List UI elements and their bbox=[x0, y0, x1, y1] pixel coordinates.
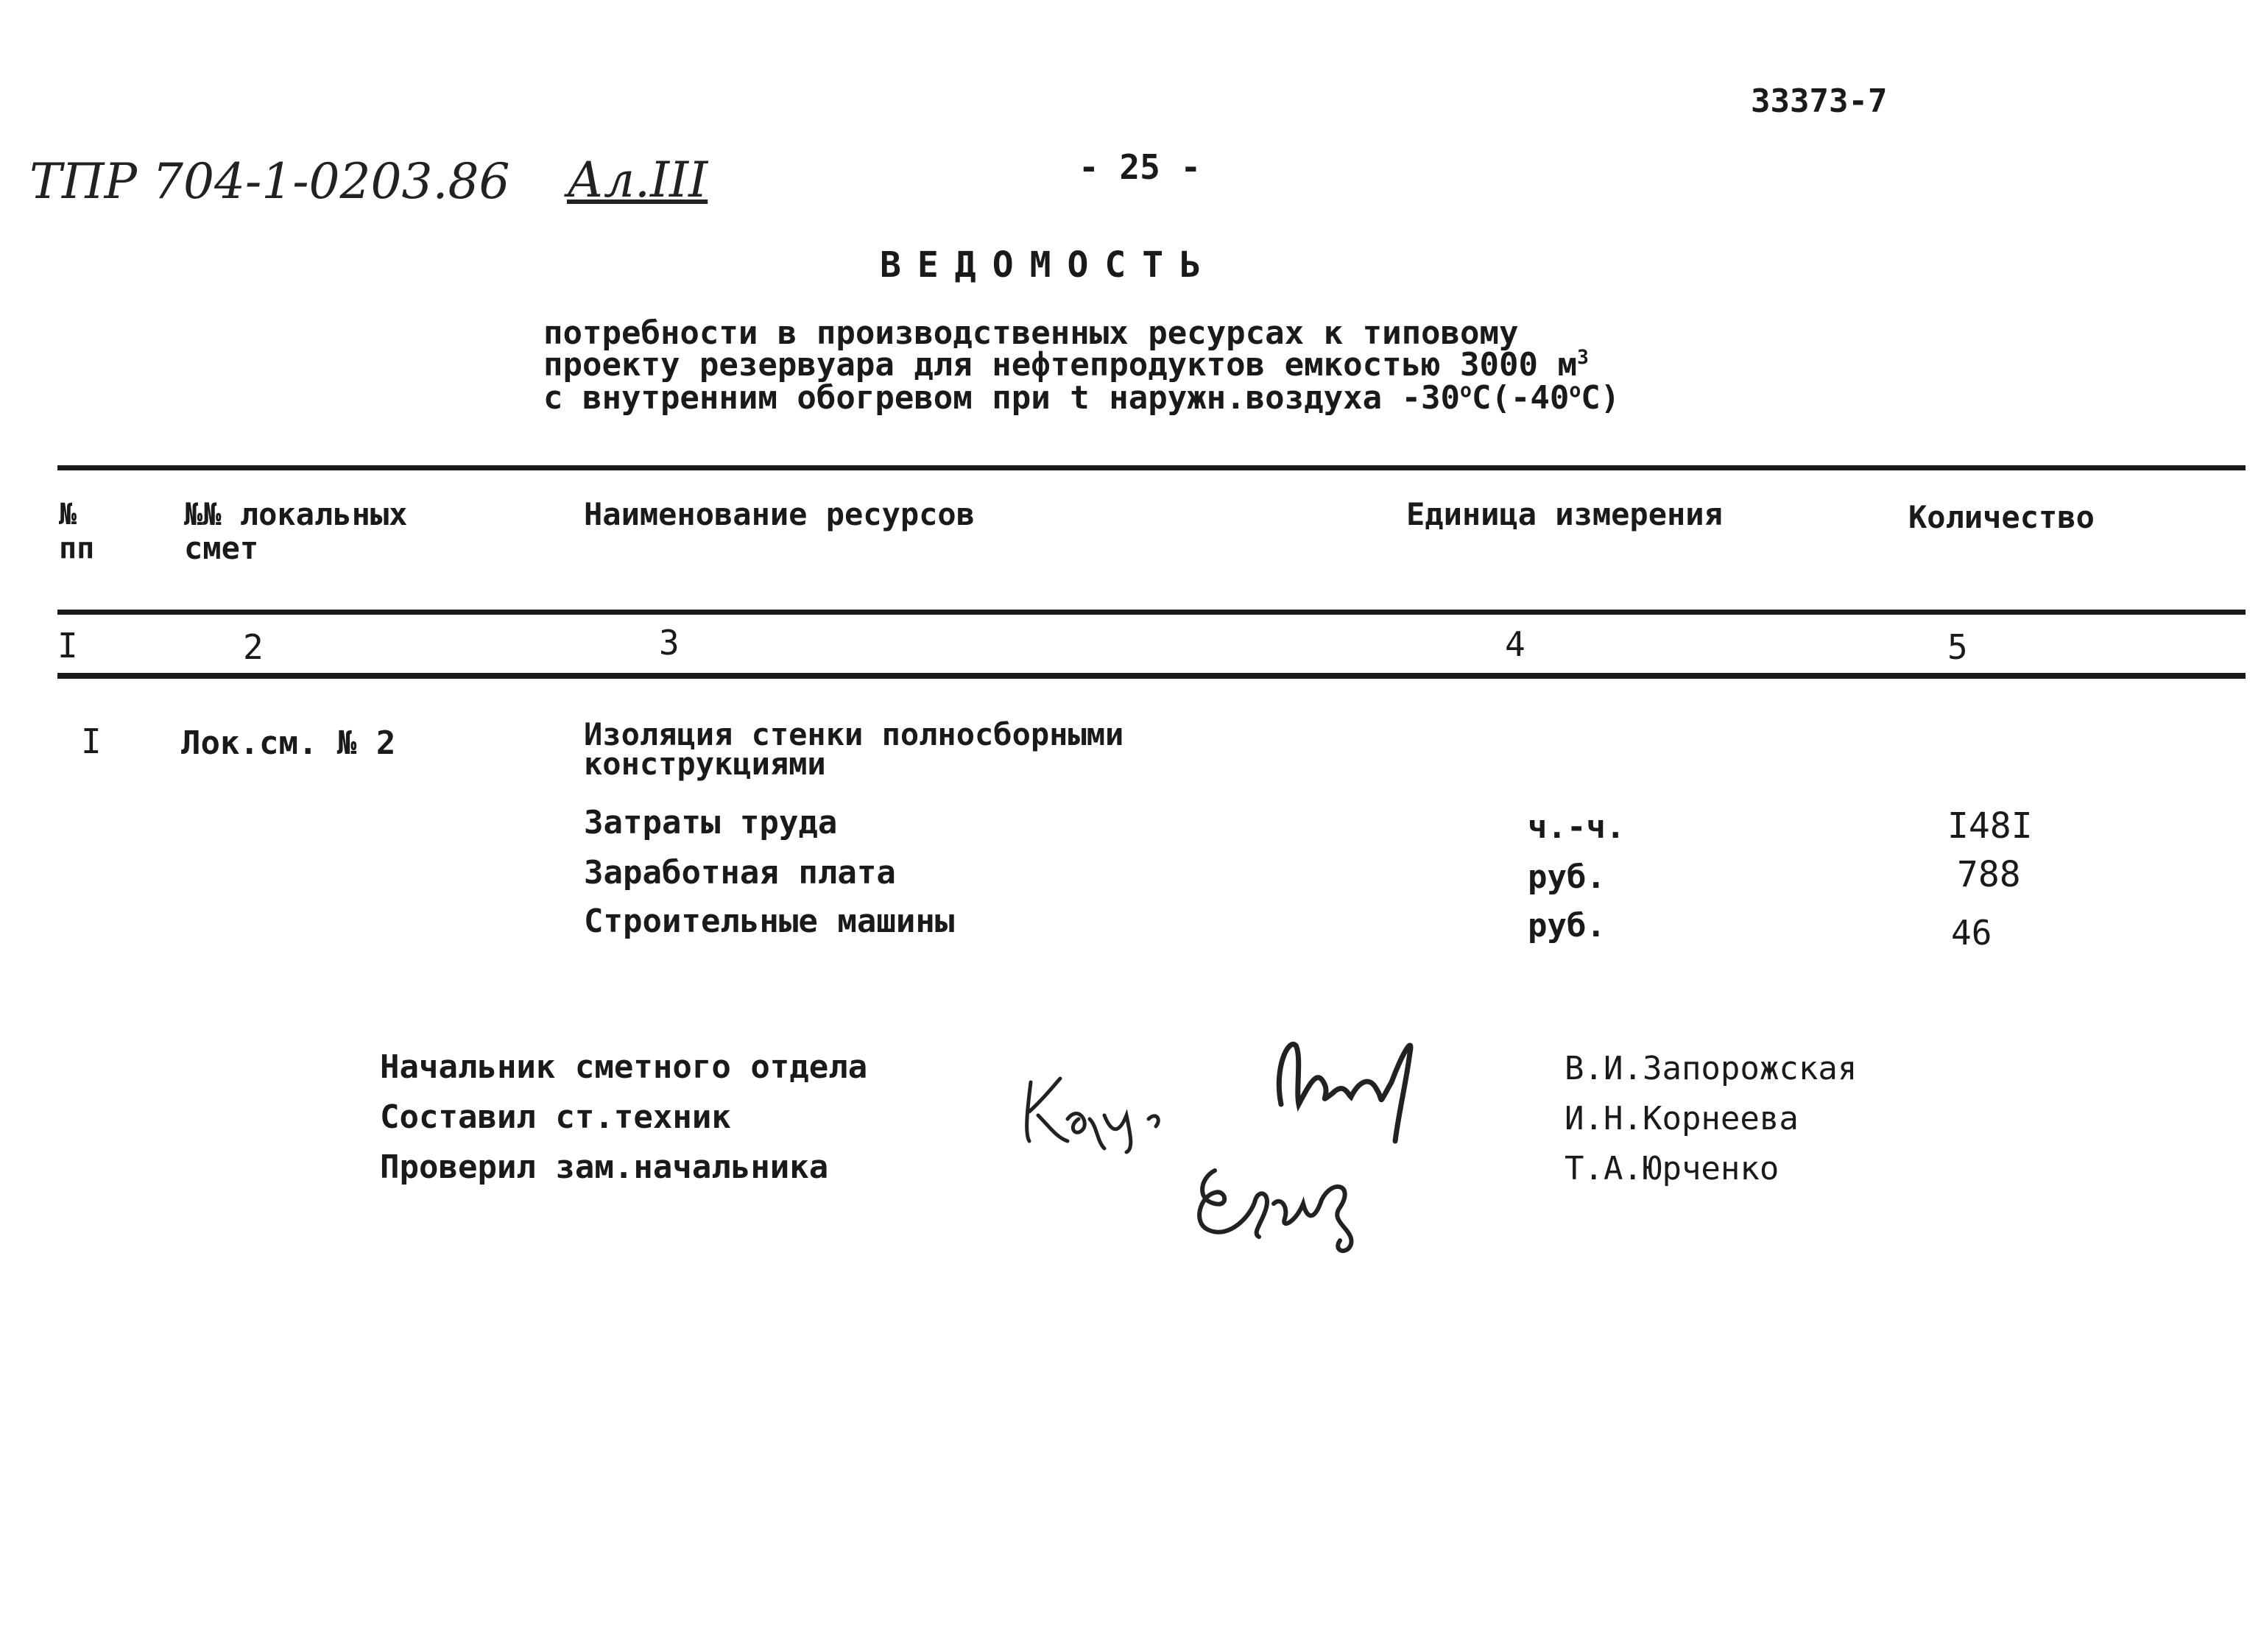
section-number: I bbox=[81, 721, 102, 761]
signer-role: Проверил зам.начальника bbox=[380, 1148, 829, 1186]
section-name: Изоляция стенки полносборными конструкциями bbox=[584, 716, 1124, 782]
resource-quantity: 46 bbox=[1951, 913, 1992, 953]
resource-name: Заработная плата bbox=[584, 854, 896, 892]
table-top-rule bbox=[57, 465, 2246, 470]
title-line-2-text: проекту резервуара для нефтепродуктов емкостью 3000 м bbox=[543, 346, 1577, 384]
col-number-4: 4 bbox=[1505, 624, 1525, 664]
title-line-2-sup: 3 bbox=[1576, 346, 1589, 370]
resource-quantity: I48I bbox=[1947, 805, 2033, 847]
signer-role: Составил ст.техник bbox=[380, 1098, 731, 1136]
col-number-2: 2 bbox=[243, 627, 264, 667]
col-number-5: 5 bbox=[1947, 627, 1968, 667]
header-col-unit: Единица измерения bbox=[1406, 496, 1723, 532]
signature-compiler bbox=[1016, 1067, 1185, 1156]
page-number: - 25 - bbox=[1079, 147, 1202, 187]
signer-name: И.Н.Корнеева bbox=[1565, 1100, 1799, 1137]
table-header-rule bbox=[57, 610, 2246, 615]
resource-unit: руб. bbox=[1528, 858, 1606, 896]
signature-deputy bbox=[1185, 1148, 1377, 1259]
title-line-3 bbox=[543, 379, 1620, 417]
signer-name: Т.А.Юрченко bbox=[1565, 1150, 1779, 1187]
signer-role: Начальник сметного отдела bbox=[380, 1048, 868, 1086]
title-line-3-b: С(-40 bbox=[1471, 379, 1570, 417]
resource-unit: руб. bbox=[1528, 907, 1606, 945]
table-numbers-rule bbox=[57, 673, 2246, 679]
resource-unit: ч.-ч. bbox=[1528, 808, 1626, 846]
album-number: Ал.III bbox=[567, 152, 708, 208]
resource-name: Строительные машины bbox=[584, 903, 955, 940]
resource-name: Затраты труда bbox=[584, 804, 838, 841]
degree-2: о bbox=[1569, 379, 1581, 403]
document-number: 33373-7 bbox=[1751, 82, 1888, 120]
resource-quantity: 788 bbox=[1957, 854, 2021, 895]
title-line-3-a: с внутренним обогревом при t наружн.воздуха -30 bbox=[543, 379, 1461, 417]
col-number-1: I bbox=[57, 626, 78, 666]
section-estimate: Лок.см. № 2 bbox=[181, 724, 396, 762]
signer-name: В.И.Запорожская bbox=[1565, 1050, 1858, 1087]
header-col-number: № пп bbox=[59, 498, 95, 565]
signature-head bbox=[1266, 1023, 1428, 1148]
header-col-resource-name: Наименование ресурсов bbox=[584, 496, 976, 532]
title-line-1: потребности в производственных ресурсах к типовому bbox=[543, 314, 1519, 352]
title-line-2 bbox=[543, 346, 1589, 384]
degree-1: о bbox=[1460, 379, 1472, 403]
col-number-3: 3 bbox=[659, 623, 680, 663]
header-col-quantity: Количество bbox=[1908, 499, 2095, 535]
header-col-estimates: №№ локальных смет bbox=[184, 496, 408, 566]
project-code: ТПР 704-1-0203.86 bbox=[29, 153, 510, 210]
title-line-3-c: С) bbox=[1581, 379, 1620, 417]
statement-heading: ВЕДОМОСТЬ bbox=[880, 244, 1218, 286]
